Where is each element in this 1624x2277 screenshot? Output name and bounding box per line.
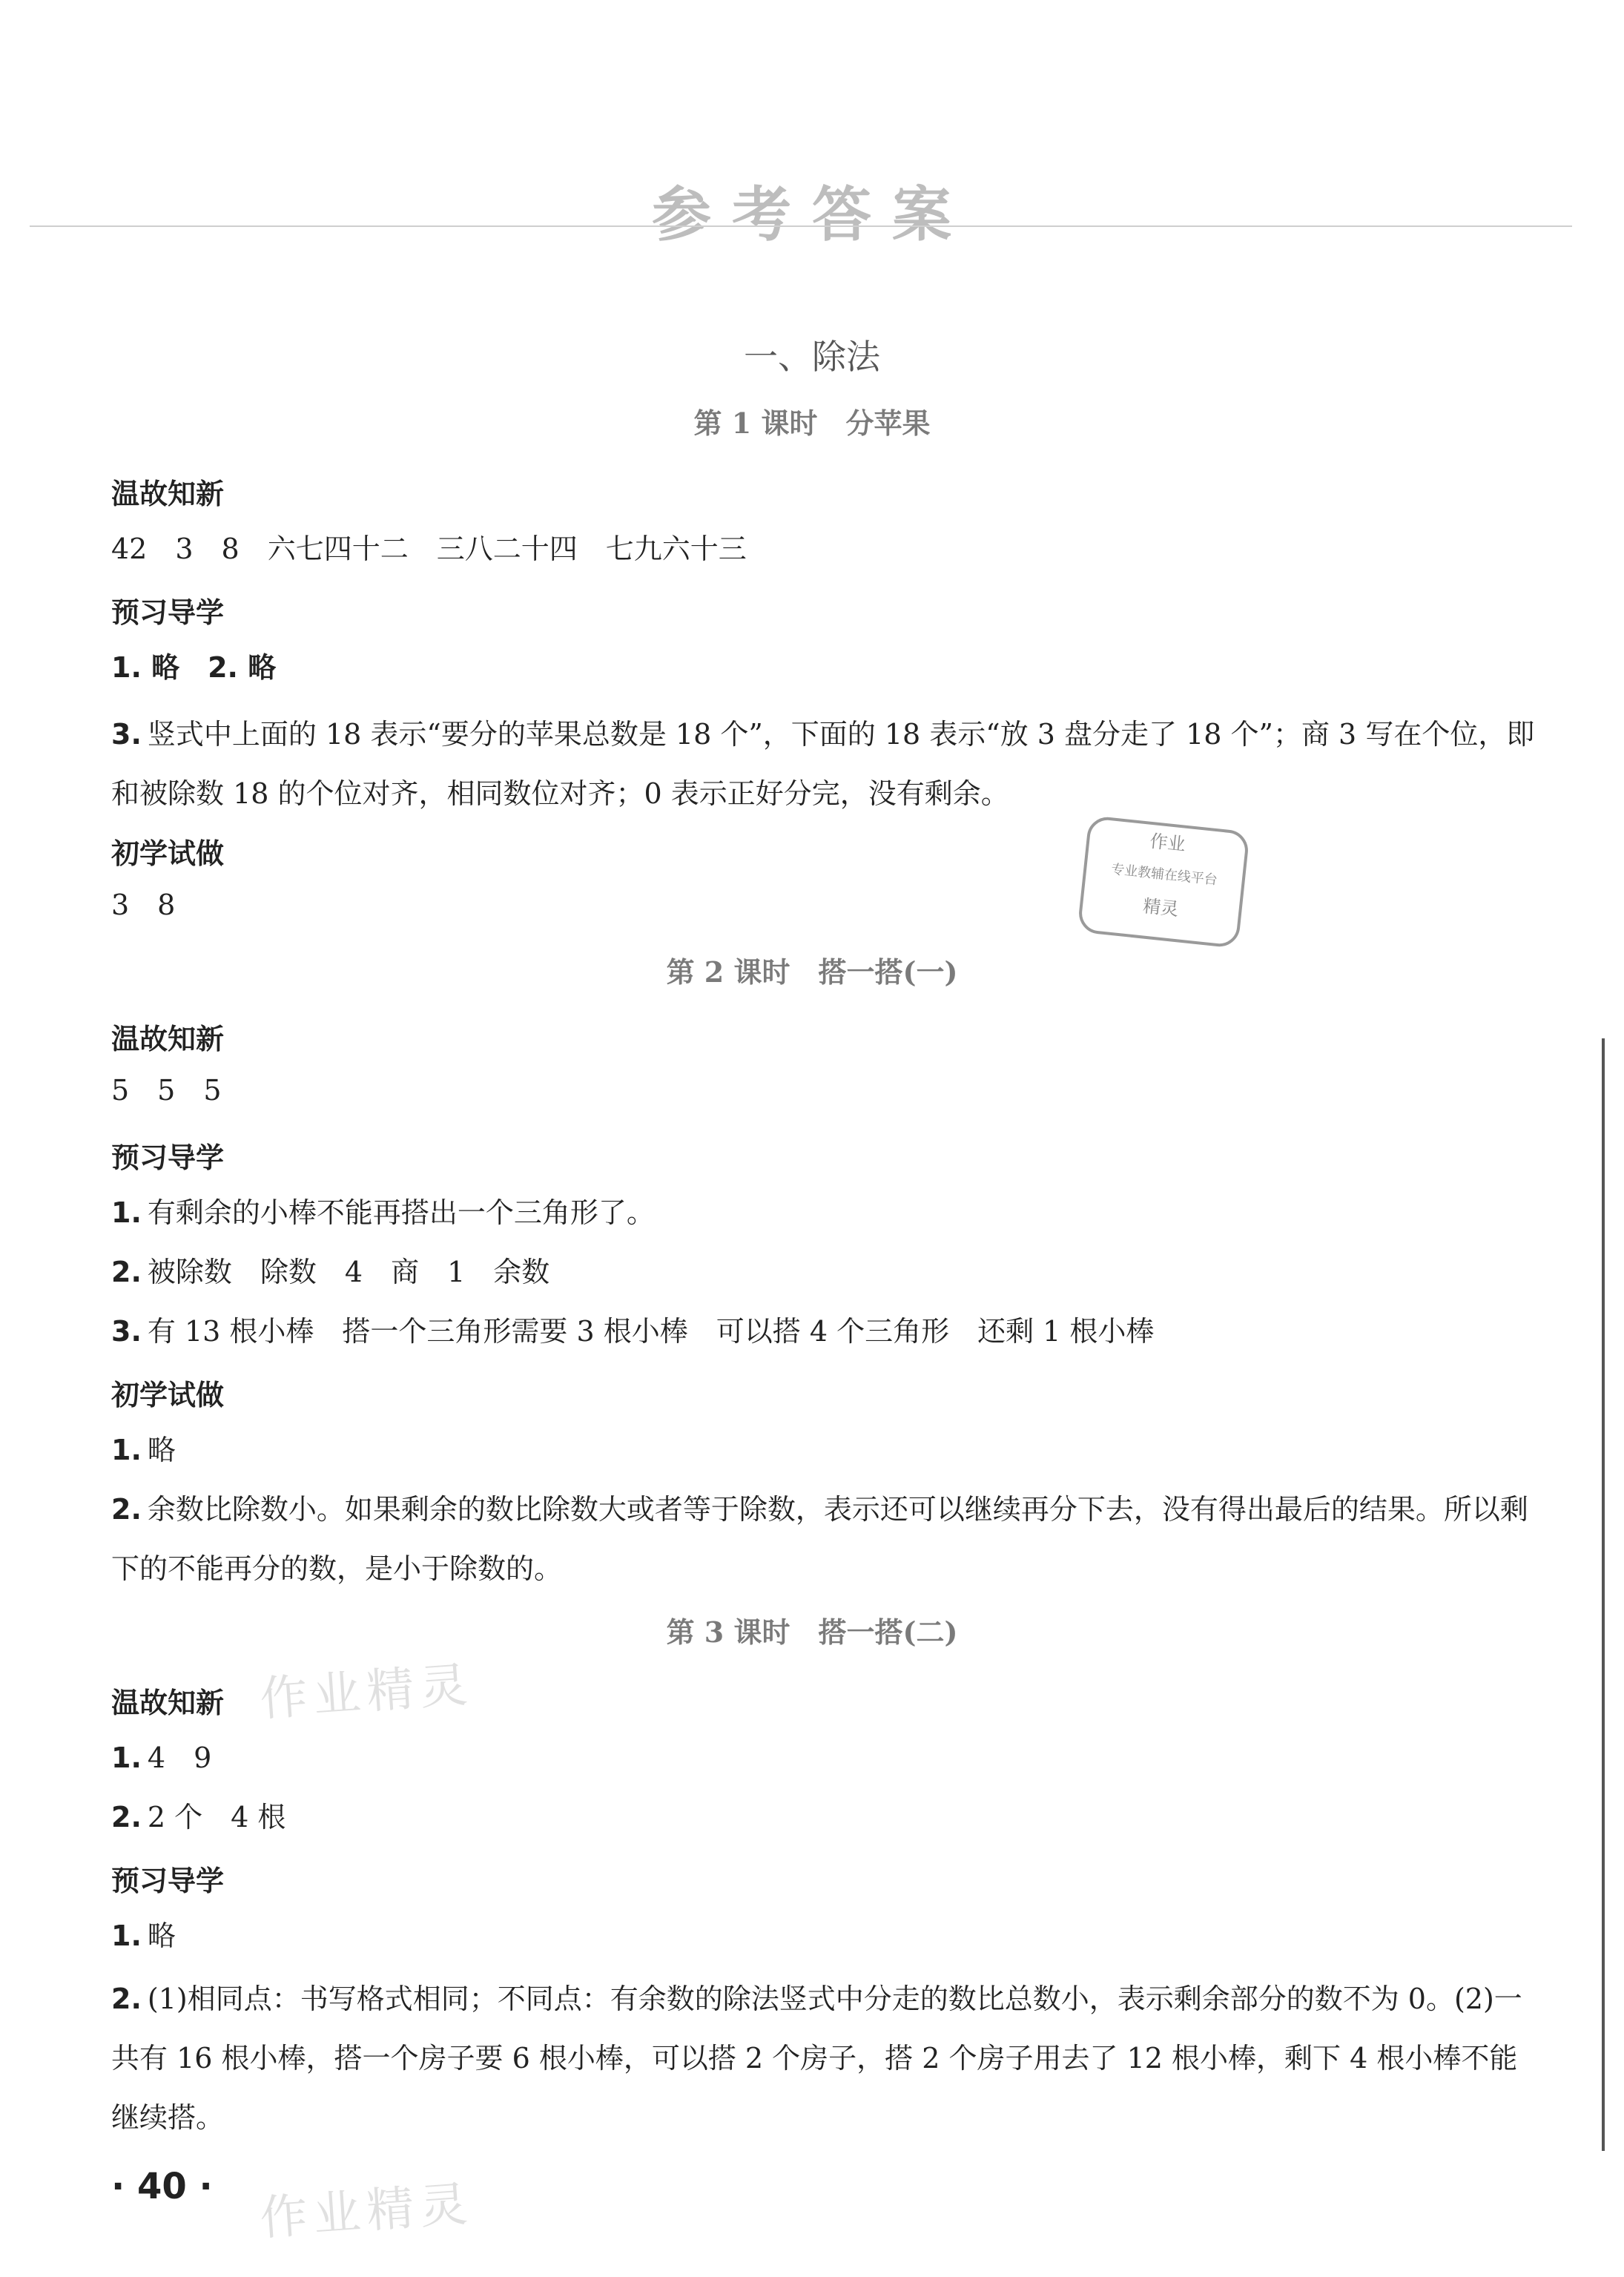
lesson-3-heading: 第 3 课时 搭一搭(二) xyxy=(666,1615,958,1649)
lesson-1-heading: 第 1 课时 分苹果 xyxy=(693,406,931,440)
lesson-1-yuxi-label: 预习导学 xyxy=(111,596,225,629)
lesson-2-wengu-label: 温故知新 xyxy=(111,1023,225,1055)
lesson-3-wengu-item-1: 1. 4 9 xyxy=(111,1741,212,1774)
lesson-2-yuxi-item-3: 3. 有 13 根小棒 搭一个三角形需要 3 根小棒 可以搭 4 个三角形 还剩 1 根小棒 xyxy=(111,1315,1155,1348)
lesson-2-heading: 第 2 课时 搭一搭(一) xyxy=(666,955,958,989)
lesson-3-yuxi-item-2: 2. (1)相同点：书写格式相同；不同点：有余数的除法竖式中分走的数比总数小，表示剩余部分的数不为 0。(2)一共有 16 根小棒，搭一个房子要 6 根小棒，可以搭 2 个房子，搭 2 个房子用去了 12 根小棒，剩下 4 根小棒不能继续搭。 xyxy=(111,1983,1522,2134)
lesson-1-wengu-label: 温故知新 xyxy=(111,478,225,510)
lesson-3-wengu-label: 温故知新 xyxy=(111,1687,225,1719)
lesson-2-yuxi-item-1: 1. 有剩余的小棒不能再搭出一个三角形了。 xyxy=(111,1196,655,1229)
scan-edge-line xyxy=(1602,1038,1605,2151)
lesson-1-wengu-text: 42 3 8 六七四十二 三八二十四 七九六十三 xyxy=(111,533,747,565)
chapter-heading: 一、除法 xyxy=(744,337,880,377)
lesson-3-yuxi-item-1: 1. 略 xyxy=(111,1920,176,1952)
lesson-1-yuxi-3 xyxy=(111,705,1535,823)
watermark-text-bottom: 作业精灵 xyxy=(258,2177,475,2247)
lesson-2-yuxi-item-2: 2. 被除数 除数 4 商 1 余数 xyxy=(111,1256,550,1288)
page-title: 参考答案 xyxy=(652,179,972,249)
lesson-3-yuxi-label: 预习导学 xyxy=(111,1865,225,1897)
lesson-2-yuxi-label: 预习导学 xyxy=(111,1141,225,1174)
item-number: 3. xyxy=(111,718,142,751)
page-number: · 40 · xyxy=(111,2166,213,2207)
lesson-2-wengu-text: 5 5 5 xyxy=(111,1074,222,1107)
lesson-3-wengu-item-2: 2. 2 个 4 根 xyxy=(111,1801,286,1833)
lesson-1-yuxi-1-2: 1. 略 2. 略 xyxy=(111,651,277,684)
watermark-stamp: 作业 专业教辅在线平台 精灵 xyxy=(1077,815,1250,949)
lesson-1-chuxue-text: 3 8 xyxy=(111,889,176,921)
lesson-2-chuxue-item-1: 1. 略 xyxy=(111,1434,176,1466)
lesson-2-chuxue-label: 初学试做 xyxy=(111,1379,225,1411)
title-rule xyxy=(30,225,1572,227)
watermark-text: 作业精灵 xyxy=(258,1658,475,1727)
lesson-1-chuxue-label: 初学试做 xyxy=(111,837,225,870)
lesson-2-chuxue-item-2: 2. 余数比除数小。如果剩余的数比除数大或者等于除数，表示还可以继续再分下去，没有得出最后的结果。所以剩下的不能再分的数，是小于除数的。 xyxy=(111,1493,1528,1585)
item-text: 竖式中上面的 18 表示“要分的苹果总数是 18 个”，下面的 18 表示“放 3 盘分走了 18 个”；商 3 写在个位，即和被除数 18 的个位对齐，相同数位对齐；0 表示正好分完，没有剩余。 xyxy=(111,718,1535,810)
